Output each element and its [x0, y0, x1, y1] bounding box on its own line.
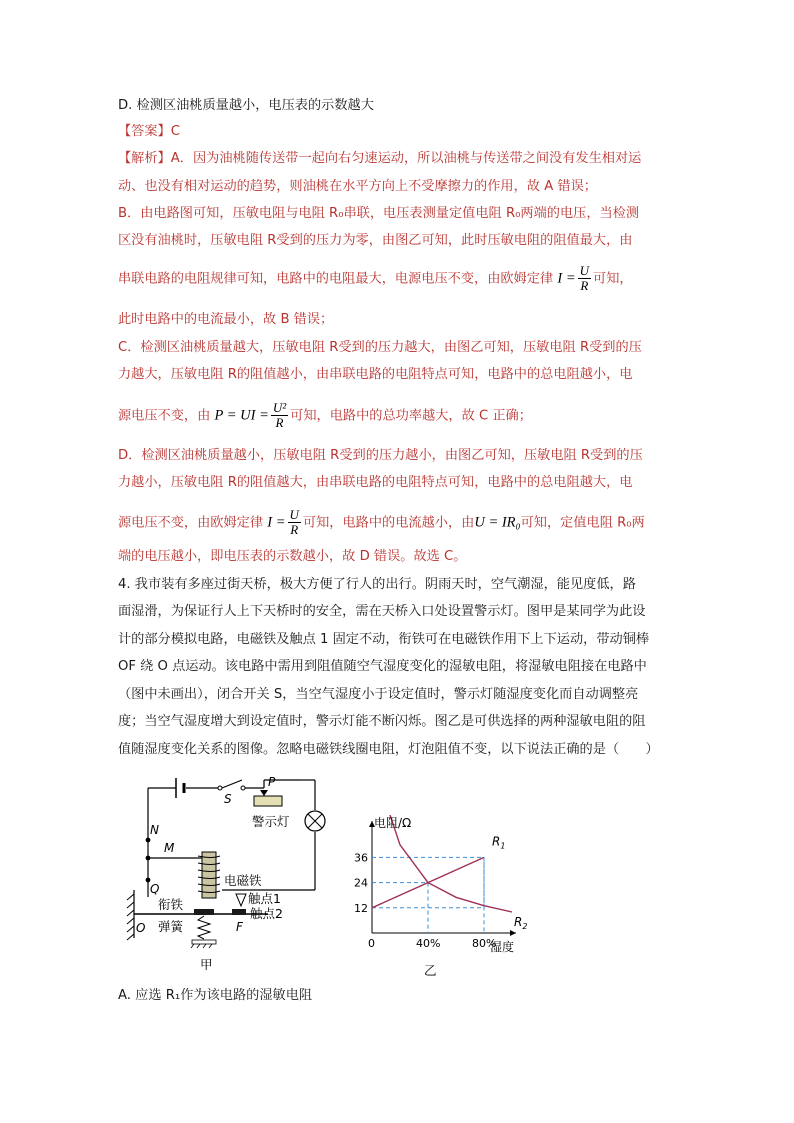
- analysis-c3: 源电压不变，由 P = UI = $\frac{\text{U²}}{R}$ 可知，电路中的总功率越大，故 C 正确；: [118, 400, 532, 430]
- analysis-b2: 区没有油桃时，压敏电阻 R受到的压力为零，由图乙可知，此时压敏电阻的阻值最大，由: [118, 233, 633, 248]
- ohm-fraction: $\frac{U}{R}$: [579, 263, 590, 293]
- series-R1-label: $R_1$: [492, 834, 506, 851]
- power-fraction: $\frac{\text{U²}}{R}$: [272, 400, 287, 430]
- question-line-7: 值随湿度变化关系的图像。忽略电磁铁线圈电阻，灯泡阻值不变，以下说法正确的是（ ）: [118, 742, 659, 757]
- question-line-4: OF 绕 O 点运动。该电路中需用到阻值随空气湿度变化的湿敏电阻，将湿敏电阻接在电路中: [118, 659, 647, 674]
- analysis-a1: 【解析】A．因为油桃随传送带一起向右匀速运动，所以油桃与传送带之间没有发生相对运: [118, 151, 642, 166]
- answer-value: C: [170, 124, 180, 139]
- ohm-lhs-2: I =: [267, 514, 286, 531]
- prev-option-d: D. 检测区油桃质量越小，电压表的示数越大: [118, 98, 374, 113]
- voltage-formula: U = IR₀: [474, 514, 521, 531]
- armature-label: 衔铁: [158, 897, 184, 912]
- analysis-tag: 【解析】: [118, 151, 171, 166]
- slider-label: P: [268, 775, 276, 789]
- analysis-a2: 动、也没有相对运动的趋势，则油桃在水平方向上不受摩擦力的作用，故 A 错误；: [118, 179, 597, 194]
- pivot-o-label: O: [136, 921, 146, 935]
- node-m-label: M: [164, 841, 175, 855]
- node-q-label: Q: [150, 882, 160, 896]
- analysis-b1: B．由电路图可知，压敏电阻与电阻 R₀串联，电压表测量定值电阻 R₀两端的电压，当检测: [118, 206, 640, 221]
- series-R2-label: $R_2$: [514, 915, 528, 931]
- analysis-b3: 串联电路的电阻规律可知，电路中的电阻最大，电源电压不变，由欧姆定律 I = $\frac{U}{R}$ 可知，: [118, 263, 633, 293]
- y-tick-36: 36: [354, 851, 368, 865]
- y-tick-12: 12: [354, 901, 368, 915]
- magnet-label: 电磁铁: [224, 873, 262, 888]
- power-lhs: P = UI =: [214, 407, 269, 424]
- analysis-b4: 此时电路中的电流最小，故 B 错误；: [118, 312, 334, 327]
- circuit-diagram: [120, 770, 330, 980]
- end-f-label: F: [236, 920, 243, 934]
- lamp-label: 警示灯: [252, 814, 290, 829]
- analysis-d3: 源电压不变，由欧姆定律 I = $\frac{U}{R}$ 可知，电路中的电流越小，由U = IR₀可知，定值电阻 R₀两: [118, 507, 645, 537]
- y-tick-24: 24: [354, 876, 368, 890]
- x-tick-2: 80%: [472, 937, 497, 950]
- switch-label: S: [224, 792, 232, 806]
- analysis-d1: D．检测区油桃质量越小，压敏电阻 R受到的压力越小，由图乙可知，压敏电阻 R受到的压: [118, 448, 643, 463]
- chart-caption: 乙: [424, 963, 437, 978]
- node-n-label: N: [150, 823, 159, 837]
- y-axis-label: 电阻/Ω: [374, 816, 412, 830]
- question-line-6: 度；当空气湿度增大到设定值时，警示灯能不断闪烁。图乙是可供选择的两种湿敏电阻的阻: [118, 714, 646, 729]
- answer-tag: 【答案】: [118, 124, 171, 139]
- analysis-c2: 力越大，压敏电阻 R的阻值越小，由串联电路的电阻特点可知，电路中的总电阻越小，电: [118, 367, 633, 382]
- circuit-caption: 甲: [200, 957, 213, 972]
- question-line-5: （图中未画出），闭合开关 S，当空气湿度小于设定值时，警示灯随湿度变化而自动调整亮: [118, 687, 639, 702]
- x-axis-label: 湿度: [490, 940, 515, 954]
- contact1-label: 触点1: [248, 891, 281, 906]
- analysis-d2: 力越小，压敏电阻 R的阻值越大，由串联电路的电阻特点可知，电路中的总电阻越大，电: [118, 475, 633, 490]
- spring-label: 弹簧: [158, 919, 184, 934]
- analysis-c1: C．检测区油桃质量越大，压敏电阻 R受到的压力越大，由图乙可知，压敏电阻 R受到的压: [118, 340, 642, 355]
- question-line-1: 4. 我市装有多座过街天桥，极大方便了行人的出行。阴雨天时，空气潮湿，能见度低，路: [118, 577, 636, 592]
- ohm-fraction-2: $\frac{U}{R}$: [289, 507, 299, 537]
- resistance-humidity-chart: [340, 815, 530, 980]
- answer-line: [118, 123, 180, 141]
- analysis-d4: 端的电压越小，即电压表的示数越小，故 D 错误。故选 C。: [118, 549, 467, 564]
- x-tick-1: 40%: [416, 937, 441, 950]
- x-tick-0: 0: [368, 937, 375, 950]
- contact2-label: 触点2: [250, 906, 283, 921]
- question-line-3: 计的部分模拟电路，电磁铁及触点 1 固定不动，衔铁可在电磁铁作用下上下运动，带动铜棒: [118, 632, 650, 647]
- option-a: A. 应选 R₁作为该电路的湿敏电阻: [118, 988, 313, 1003]
- ohm-lhs: I =: [557, 270, 576, 287]
- question-line-2: 面湿滑，为保证行人上下天桥时的安全，需在天桥入口处设置警示灯。图甲是某同学为此设: [118, 604, 646, 619]
